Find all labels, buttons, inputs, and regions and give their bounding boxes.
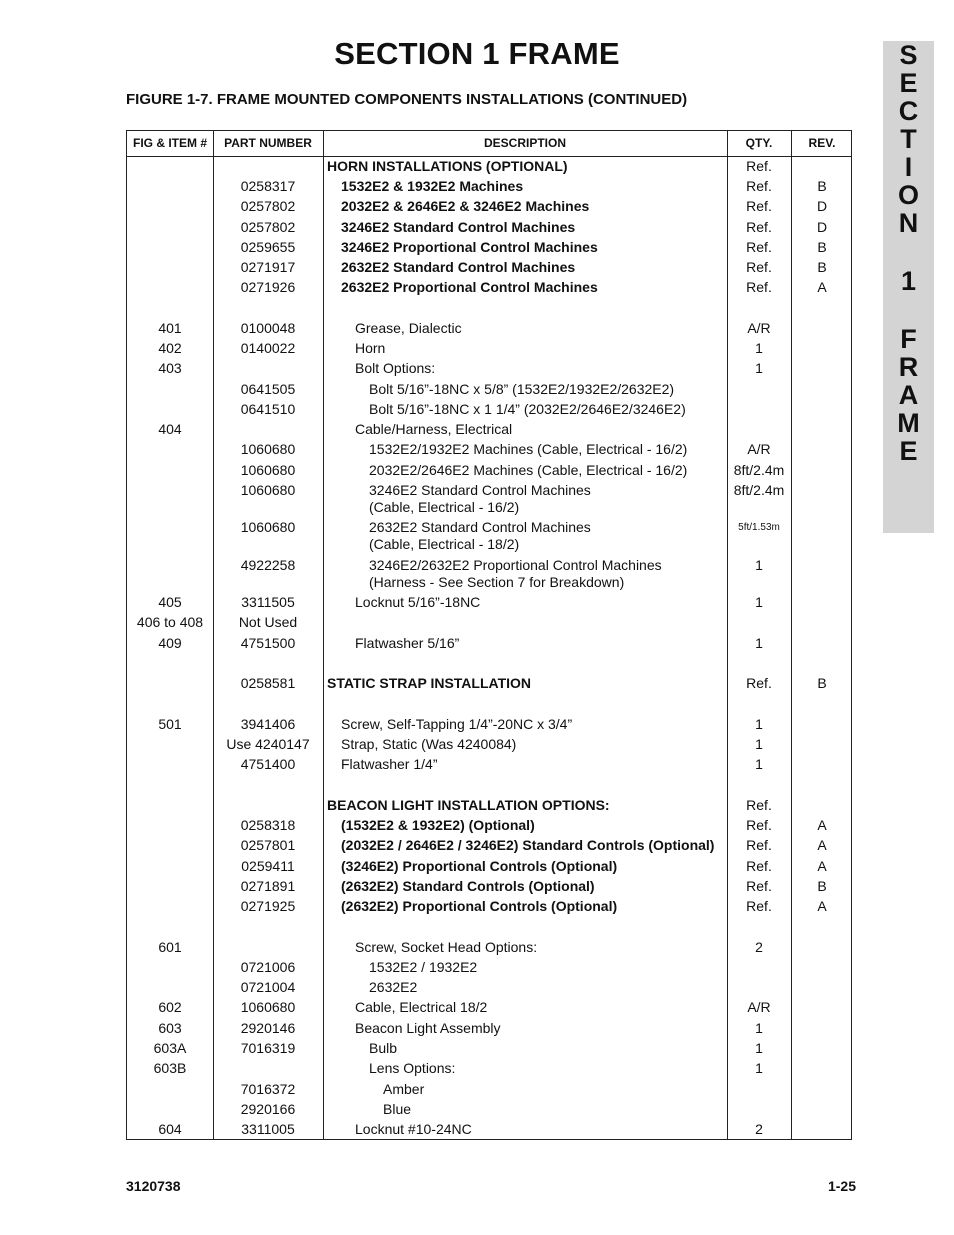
quantity: Ref. <box>746 158 772 174</box>
part-number: 1060680 <box>240 482 296 498</box>
item-number: 603A <box>153 1040 187 1056</box>
quantity: 1 <box>755 716 763 732</box>
quantity: 2 <box>755 1121 763 1137</box>
quantity: Ref. <box>746 858 772 874</box>
part-number: 7016372 <box>240 1081 296 1097</box>
revision: B <box>817 675 827 691</box>
description: 2032E2 & 2646E2 & 3246E2 Machines <box>341 198 590 214</box>
description: Locknut 5/16”-18NC <box>355 594 481 610</box>
part-number: 7016319 <box>240 1040 296 1056</box>
description: BEACON LIGHT INSTALLATION OPTIONS: <box>327 797 610 813</box>
description: 2632E2 <box>369 979 418 995</box>
revision: A <box>817 817 827 833</box>
description: Strap, Static (Was 4240084) <box>341 736 517 752</box>
item-number: 602 <box>158 999 182 1015</box>
description: Horn <box>355 340 386 356</box>
quantity: 1 <box>755 594 763 610</box>
header-qty: QTY. <box>745 136 773 150</box>
description: Cable, Electrical 18/2 <box>355 999 488 1015</box>
quantity: A/R <box>747 320 771 336</box>
description: STATIC STRAP INSTALLATION <box>327 675 532 691</box>
side-tab-letter: N <box>898 208 919 238</box>
quantity: Ref. <box>746 279 772 295</box>
description: 3246E2 Standard Control Machines (Cable, Electrical - 16/2) <box>369 482 591 515</box>
part-number: 2920146 <box>240 1020 296 1036</box>
item-number: 501 <box>158 716 182 732</box>
quantity: 1 <box>755 1020 763 1036</box>
quantity: 5ft/1.53m <box>738 522 780 533</box>
part-number: 0721006 <box>240 959 296 975</box>
description: Beacon Light Assembly <box>355 1020 501 1036</box>
side-tab-letter: T <box>900 124 917 154</box>
part-number: 3941406 <box>240 716 296 732</box>
description: 2032E2/2646E2 Machines (Cable, Electrical - 16/2) <box>369 462 688 478</box>
quantity: 1 <box>755 340 763 356</box>
item-number: 403 <box>158 360 182 376</box>
quantity: Ref. <box>746 797 772 813</box>
revision: A <box>817 837 827 853</box>
part-number: 0271891 <box>240 878 296 894</box>
quantity: 8ft/2.4m <box>733 462 785 478</box>
side-tab-letter: O <box>897 180 919 210</box>
description: 1532E2/1932E2 Machines (Cable, Electrical - 16/2) <box>369 441 688 457</box>
part-number: 0271925 <box>240 898 296 914</box>
part-number: 0258581 <box>240 675 296 691</box>
revision: A <box>817 898 827 914</box>
quantity: Ref. <box>746 198 772 214</box>
part-number: Not Used <box>238 614 298 630</box>
part-number: 1060680 <box>240 999 296 1015</box>
item-number: 601 <box>158 939 182 955</box>
description: 3246E2 Proportional Control Machines <box>341 239 598 255</box>
part-number: 1060680 <box>240 462 296 478</box>
part-number: 1060680 <box>240 441 296 457</box>
item-number: 406 to 408 <box>136 614 204 630</box>
revision: D <box>816 219 828 235</box>
side-tab-letter: R <box>898 352 919 382</box>
revision: A <box>817 279 827 295</box>
part-number: 0258317 <box>240 178 296 194</box>
part-number: 0259655 <box>240 239 296 255</box>
item-number: 603 <box>158 1020 182 1036</box>
quantity: Ref. <box>746 898 772 914</box>
part-number: 0271917 <box>240 259 296 275</box>
description: (1532E2 & 1932E2) (Optional) <box>341 817 535 833</box>
revision: B <box>817 239 827 255</box>
side-tab-letter: F <box>900 324 917 354</box>
quantity: Ref. <box>746 675 772 691</box>
revision: B <box>817 259 827 275</box>
item-number: 405 <box>158 594 182 610</box>
description: Bulb <box>369 1040 398 1056</box>
parts-table <box>126 130 852 1140</box>
part-number: 0257802 <box>240 219 296 235</box>
item-number: 604 <box>158 1121 182 1137</box>
part-number: 0641505 <box>240 381 296 397</box>
quantity: Ref. <box>746 837 772 853</box>
quantity: 1 <box>755 1060 763 1076</box>
side-tab-letter: S <box>899 40 918 70</box>
quantity: Ref. <box>746 878 772 894</box>
quantity: 1 <box>755 635 763 651</box>
part-number: 0641510 <box>240 401 296 417</box>
quantity: 1 <box>755 736 763 752</box>
description: Screw, Self-Tapping 1/4”-20NC x 3/4” <box>341 716 573 732</box>
quantity: Ref. <box>746 239 772 255</box>
description: Grease, Dialectic <box>355 320 462 336</box>
quantity: 1 <box>755 360 763 376</box>
side-tab-letter: E <box>899 68 918 98</box>
description: Bolt 5/16”-18NC x 5/8” (1532E2/1932E2/2632E2) <box>369 381 675 397</box>
part-number: 0140022 <box>240 340 296 356</box>
description: Bolt 5/16”-18NC x 1 1/4” (2032E2/2646E2/3246E2) <box>369 401 686 417</box>
part-number: 4922258 <box>240 557 296 573</box>
part-number: 0257802 <box>240 198 296 214</box>
revision: B <box>817 178 827 194</box>
description: Bolt Options: <box>355 360 436 376</box>
description: 2632E2 Standard Control Machines (Cable, Electrical - 18/2) <box>369 519 591 552</box>
page-number: 1-25 <box>827 1178 856 1194</box>
quantity: 1 <box>755 557 763 573</box>
side-tab-letter: I <box>904 152 913 182</box>
description: (2632E2) Standard Controls (Optional) <box>341 878 595 894</box>
section-title: SECTION 1 FRAME <box>334 36 620 71</box>
section-side-tab <box>883 41 934 533</box>
part-number: 4751500 <box>240 635 296 651</box>
side-tab-letter: C <box>898 96 919 126</box>
part-number: 0271926 <box>240 279 296 295</box>
side-tab-letter: E <box>899 436 918 466</box>
part-number: 0257801 <box>240 837 296 853</box>
quantity: 1 <box>755 756 763 772</box>
part-number: 3311005 <box>241 1121 295 1137</box>
description: (3246E2) Proportional Controls (Optional) <box>341 858 618 874</box>
revision: B <box>817 878 827 894</box>
part-number: 0258318 <box>240 817 296 833</box>
description: 2632E2 Proportional Control Machines <box>341 279 598 295</box>
item-number: 409 <box>158 635 182 651</box>
part-number: 1060680 <box>240 519 296 535</box>
description: 1532E2 / 1932E2 <box>369 959 478 975</box>
header-description: DESCRIPTION <box>483 136 566 150</box>
part-number: 0259411 <box>241 858 295 874</box>
revision: D <box>816 198 828 214</box>
item-number: 603B <box>153 1060 187 1076</box>
description: (2032E2 / 2646E2 / 3246E2) Standard Controls (Optional) <box>341 837 715 853</box>
description: Lens Options: <box>369 1060 456 1076</box>
document-number: 3120738 <box>126 1178 181 1194</box>
quantity: Ref. <box>746 817 772 833</box>
header-item: FIG & ITEM # <box>132 136 207 150</box>
item-number: 404 <box>158 421 182 437</box>
part-number: 0100048 <box>240 320 296 336</box>
description: 2632E2 Standard Control Machines <box>341 259 576 275</box>
item-number: 402 <box>158 340 182 356</box>
table-body <box>127 131 853 1141</box>
quantity: A/R <box>747 441 771 457</box>
header-part-number: PART NUMBER <box>224 136 312 150</box>
quantity: 1 <box>755 1040 763 1056</box>
quantity: A/R <box>747 999 771 1015</box>
description: Cable/Harness, Electrical <box>355 421 513 437</box>
part-number: 4751400 <box>240 756 296 772</box>
description: HORN INSTALLATIONS (OPTIONAL) <box>327 158 568 174</box>
description: Flatwasher 5/16” <box>355 635 460 651</box>
part-number: 2920166 <box>240 1101 296 1117</box>
figure-title: FIGURE 1-7. FRAME MOUNTED COMPONENTS INSTALLATIONS (CONTINUED) <box>126 91 688 108</box>
part-number: Use 4240147 <box>226 736 310 752</box>
description: 3246E2/2632E2 Proportional Control Machines (Harness - See Section 7 for Breakdown) <box>369 557 662 590</box>
side-tab-letter: 1 <box>900 266 917 296</box>
revision: A <box>817 858 827 874</box>
header-rev: REV. <box>808 136 836 150</box>
item-number: 401 <box>158 320 182 336</box>
description: Locknut #10-24NC <box>355 1121 472 1137</box>
quantity: Ref. <box>746 259 772 275</box>
description: (2632E2) Proportional Controls (Optional) <box>341 898 618 914</box>
quantity: 8ft/2.4m <box>733 482 785 498</box>
side-tab-letter: A <box>898 380 919 410</box>
quantity: Ref. <box>746 219 772 235</box>
part-number: 0721004 <box>240 979 296 995</box>
description: 1532E2 & 1932E2 Machines <box>341 178 524 194</box>
part-number: 3311505 <box>241 594 295 610</box>
description: Screw, Socket Head Options: <box>355 939 538 955</box>
quantity: 2 <box>755 939 763 955</box>
description: Flatwasher 1/4” <box>341 756 438 772</box>
side-tab-letter: M <box>897 408 920 438</box>
quantity: Ref. <box>746 178 772 194</box>
description: Amber <box>383 1081 425 1097</box>
description: 3246E2 Standard Control Machines <box>341 219 576 235</box>
description: Blue <box>383 1101 412 1117</box>
